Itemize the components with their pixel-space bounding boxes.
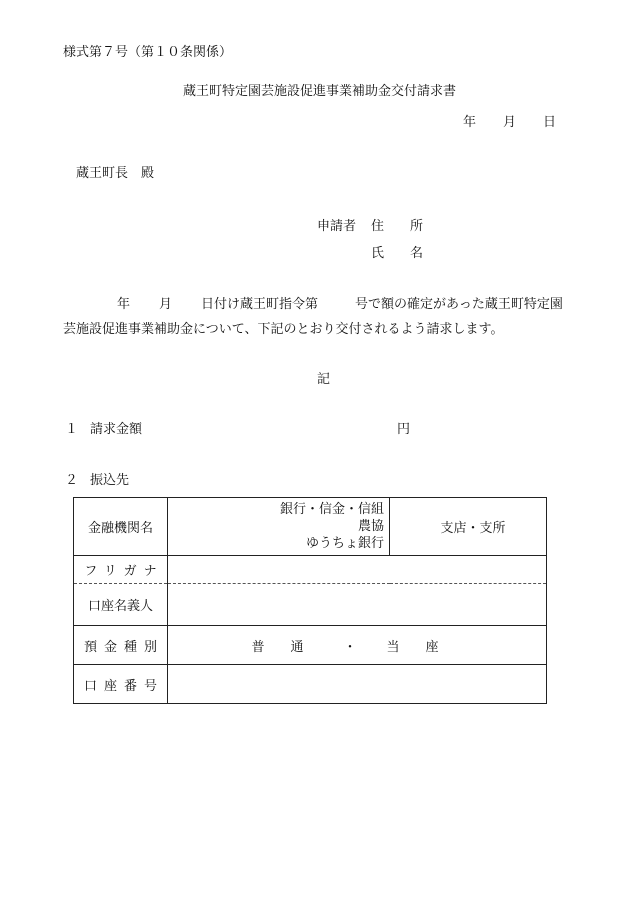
date-year: 年 xyxy=(463,115,477,130)
furigana-row xyxy=(74,556,547,584)
bank-transfer-table xyxy=(73,497,547,704)
deposit-current[interactable]: 当 座 xyxy=(386,639,439,655)
bank-type-3: ゆうちょ銀行 xyxy=(305,536,384,551)
body-year: 年 xyxy=(117,297,131,312)
form-number: 様式第７号（第１０条関係） xyxy=(63,45,233,60)
date-month: 月 xyxy=(503,115,517,130)
date-day: 日 xyxy=(543,115,557,130)
item2-label: 振込先 xyxy=(90,473,130,488)
deposit-ordinary[interactable]: 普 通 xyxy=(251,639,304,655)
bank-label: 金融機関名 xyxy=(74,498,168,556)
item2-number: ２ xyxy=(65,473,79,488)
document-title: 蔵王町特定園芸施設促進事業補助金交付請求書 xyxy=(183,84,457,99)
body-month: 月 xyxy=(159,297,173,312)
applicant-name-label: 氏 名 xyxy=(371,246,424,261)
body-line-1 xyxy=(117,297,563,313)
item1-label: 請求金額 xyxy=(90,422,143,437)
item1-unit: 円 xyxy=(397,422,411,437)
applicant-label: 申請者 xyxy=(317,219,357,234)
account-number-value[interactable] xyxy=(168,665,547,704)
account-holder-label: 口座名義人 xyxy=(74,584,168,626)
deposit-type-label: 預金種別 xyxy=(74,626,168,665)
bank-row xyxy=(74,498,547,556)
date-line xyxy=(463,115,556,131)
deposit-type-row xyxy=(74,626,547,665)
bank-type-1: 銀行・信金・信組 xyxy=(279,502,384,517)
item1-number: １ xyxy=(65,422,79,437)
account-holder-row xyxy=(74,584,547,626)
deposit-type-options[interactable] xyxy=(168,626,547,665)
bank-type-2: 農協 xyxy=(357,519,384,534)
deposit-dot: ・ xyxy=(343,639,357,655)
account-holder-value[interactable] xyxy=(168,584,547,626)
account-number-row xyxy=(74,665,547,704)
body-line-2: 芸施設促進事業補助金について、下記のとおり交付されるよう請求します。 xyxy=(63,322,504,337)
branch-label: 支店・支所 xyxy=(440,521,506,536)
account-number-label: 口座番号 xyxy=(74,665,168,704)
branch-cell[interactable] xyxy=(390,498,547,556)
ki-heading: 記 xyxy=(317,372,331,387)
furigana-label: フリガナ xyxy=(74,556,168,584)
applicant-address-label: 住 所 xyxy=(371,219,424,234)
furigana-value[interactable] xyxy=(168,556,547,584)
body-prefix: 日付け蔵王町指令第 xyxy=(201,297,319,312)
bank-types-cell[interactable] xyxy=(168,498,390,556)
body-suffix: 号で額の確定があった蔵王町特定園 xyxy=(355,297,563,312)
addressee: 蔵王町長 殿 xyxy=(76,166,155,181)
